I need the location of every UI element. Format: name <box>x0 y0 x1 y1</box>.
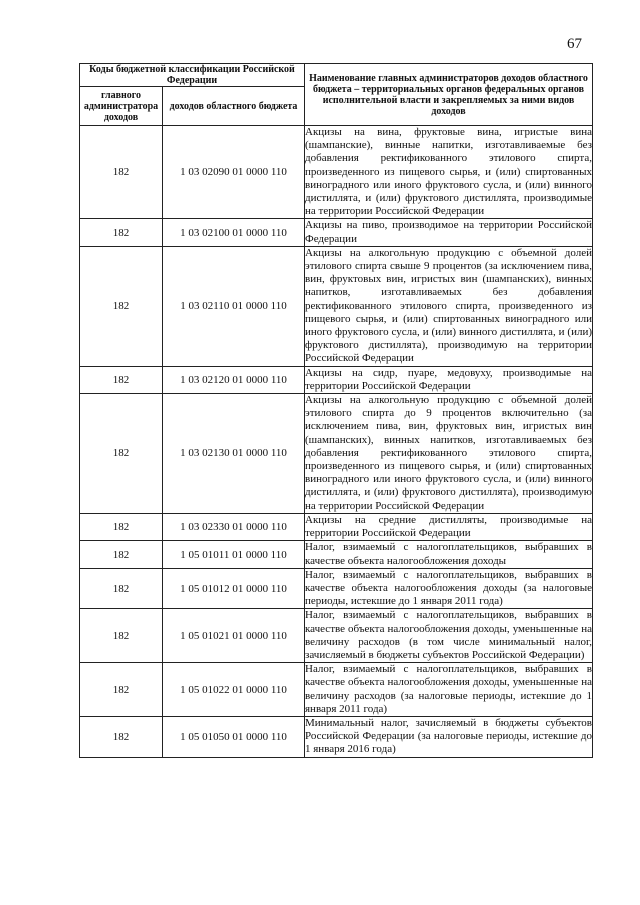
income-name-cell: Налог, взимаемый с налогоплательщиков, выбравших в качестве объекта налогообложения доходы (за налоговые периоды, истекшие до 1 января 2011 года) <box>305 568 592 608</box>
admin-code-cell: 182 <box>80 219 163 246</box>
income-name-cell: Налог, взимаемый с налогоплательщиков, выбравших в качестве объекта налогообложения доходы, уменьшенные на величину расходов (за налоговые периоды, истекшие до 1 января 2011 года) <box>305 663 592 715</box>
table-row <box>80 609 593 663</box>
income-name-cell: Акцизы на пиво, производимое на территории Российской Федерации <box>305 219 592 245</box>
codes-group-header: Коды бюджетной классификации Российской Федерации <box>80 64 305 87</box>
name-column-header: Наименование главных администраторов доходов областного бюджета – территориальных органов федеральных органов исполнительной власти и закрепляемых за ними видов доходов <box>305 64 593 126</box>
income-code-cell: 1 05 01050 01 0000 110 <box>163 716 305 757</box>
admin-code-cell: 182 <box>80 394 163 514</box>
admin-code-cell: 182 <box>80 663 163 717</box>
income-name-cell: Минимальный налог, зачисляемый в бюджеты субъектов Российской Федерации (за налоговые периоды, истекшие до 1 января 2016 года) <box>305 716 592 756</box>
table-row <box>80 663 593 717</box>
table-row <box>80 366 593 393</box>
income-code-cell: 1 03 02120 01 0000 110 <box>163 366 305 393</box>
budget-classification-table <box>79 63 593 758</box>
table-row <box>80 246 593 366</box>
admin-code-cell: 182 <box>80 246 163 366</box>
income-name-cell: Акцизы на средние дистилляты, производимые на территории Российской Федерации <box>305 513 592 540</box>
income-code-column-header: доходов областного бюджета <box>163 87 305 126</box>
income-code-cell: 1 05 01011 01 0000 110 <box>163 541 305 568</box>
income-name-cell: Акцизы на алкогольную продукцию с объемной долей этилового спирта до 9 процентов включительно (за исключением пива, вин, фруктовых вин, игристых вин (шампанских), винных напитков, изготавливаемых без добавления ректификованного этилового спирта, произведенного из пищевого сырья, и (или) спиртованных виноградного или иного фруктового сусла, и (или) винного дистиллята, и (или) фруктового дистиллята), производимую на территории Российской Федерации <box>305 394 592 512</box>
income-code-cell: 1 03 02090 01 0000 110 <box>163 126 305 219</box>
income-code-cell: 1 05 01022 01 0000 110 <box>163 663 305 717</box>
income-code-cell: 1 05 01012 01 0000 110 <box>163 568 305 609</box>
income-name-cell: Акцизы на алкогольную продукцию с объемной долей этилового спирта свыше 9 процентов (за исключением пива, вин, фруктовых вин, игристых вин (шампанских), винных напитков, изготавливаемых без добавления ректификованного этилового спирта, произведенного из пищевого сырья, и (или) спиртованных виноградного или иного фруктового сусла, и (или) винного дистиллята, и (или) фруктового дистиллята), производимую на территории Российской Федерации <box>305 246 592 365</box>
admin-code-column-header: главного администратора доходов <box>80 87 163 126</box>
table-row <box>80 219 593 246</box>
income-code-cell: 1 03 02330 01 0000 110 <box>163 513 305 540</box>
income-name-cell: Налог, взимаемый с налогоплательщиков, выбравших в качестве объекта налогообложения доходы, уменьшенные на величину расходов (в том числе минимальный налог, зачисляемый в бюджеты субъектов Российской Федерации) <box>305 609 592 661</box>
income-name-cell: Налог, взимаемый с налогоплательщиков, выбравших в качестве объекта налогообложения доходы <box>305 541 592 567</box>
admin-code-cell: 182 <box>80 568 163 609</box>
admin-code-cell: 182 <box>80 716 163 757</box>
table-row <box>80 513 593 540</box>
admin-code-cell: 182 <box>80 513 163 540</box>
table-row <box>80 568 593 609</box>
admin-code-cell: 182 <box>80 126 163 219</box>
income-code-cell: 1 03 02130 01 0000 110 <box>163 394 305 514</box>
page-number: 67 <box>567 36 582 52</box>
income-name-cell: Акцизы на сидр, пуаре, медовуху, производимые на территории Российской Федерации <box>305 366 592 392</box>
table-row <box>80 394 593 514</box>
admin-code-cell: 182 <box>80 609 163 663</box>
income-code-cell: 1 03 02110 01 0000 110 <box>163 246 305 366</box>
income-code-cell: 1 03 02100 01 0000 110 <box>163 219 305 246</box>
table-row <box>80 541 593 568</box>
admin-code-cell: 182 <box>80 541 163 568</box>
table-row <box>80 716 593 757</box>
income-code-cell: 1 05 01021 01 0000 110 <box>163 609 305 663</box>
table-row <box>80 126 593 219</box>
admin-code-cell: 182 <box>80 366 163 393</box>
income-name-cell: Акцизы на вина, фруктовые вина, игристые вина (шампанские), винные напитки, изготавливаемые без добавления ректификованного этилового спирта, произведенного из пищевого сырья, и (или) спиртованных виноградного или иного фруктового сусла, и (или) винного дистиллята, и (или) фруктового дистиллята, производимые на территории Российской Федерации <box>305 126 592 218</box>
